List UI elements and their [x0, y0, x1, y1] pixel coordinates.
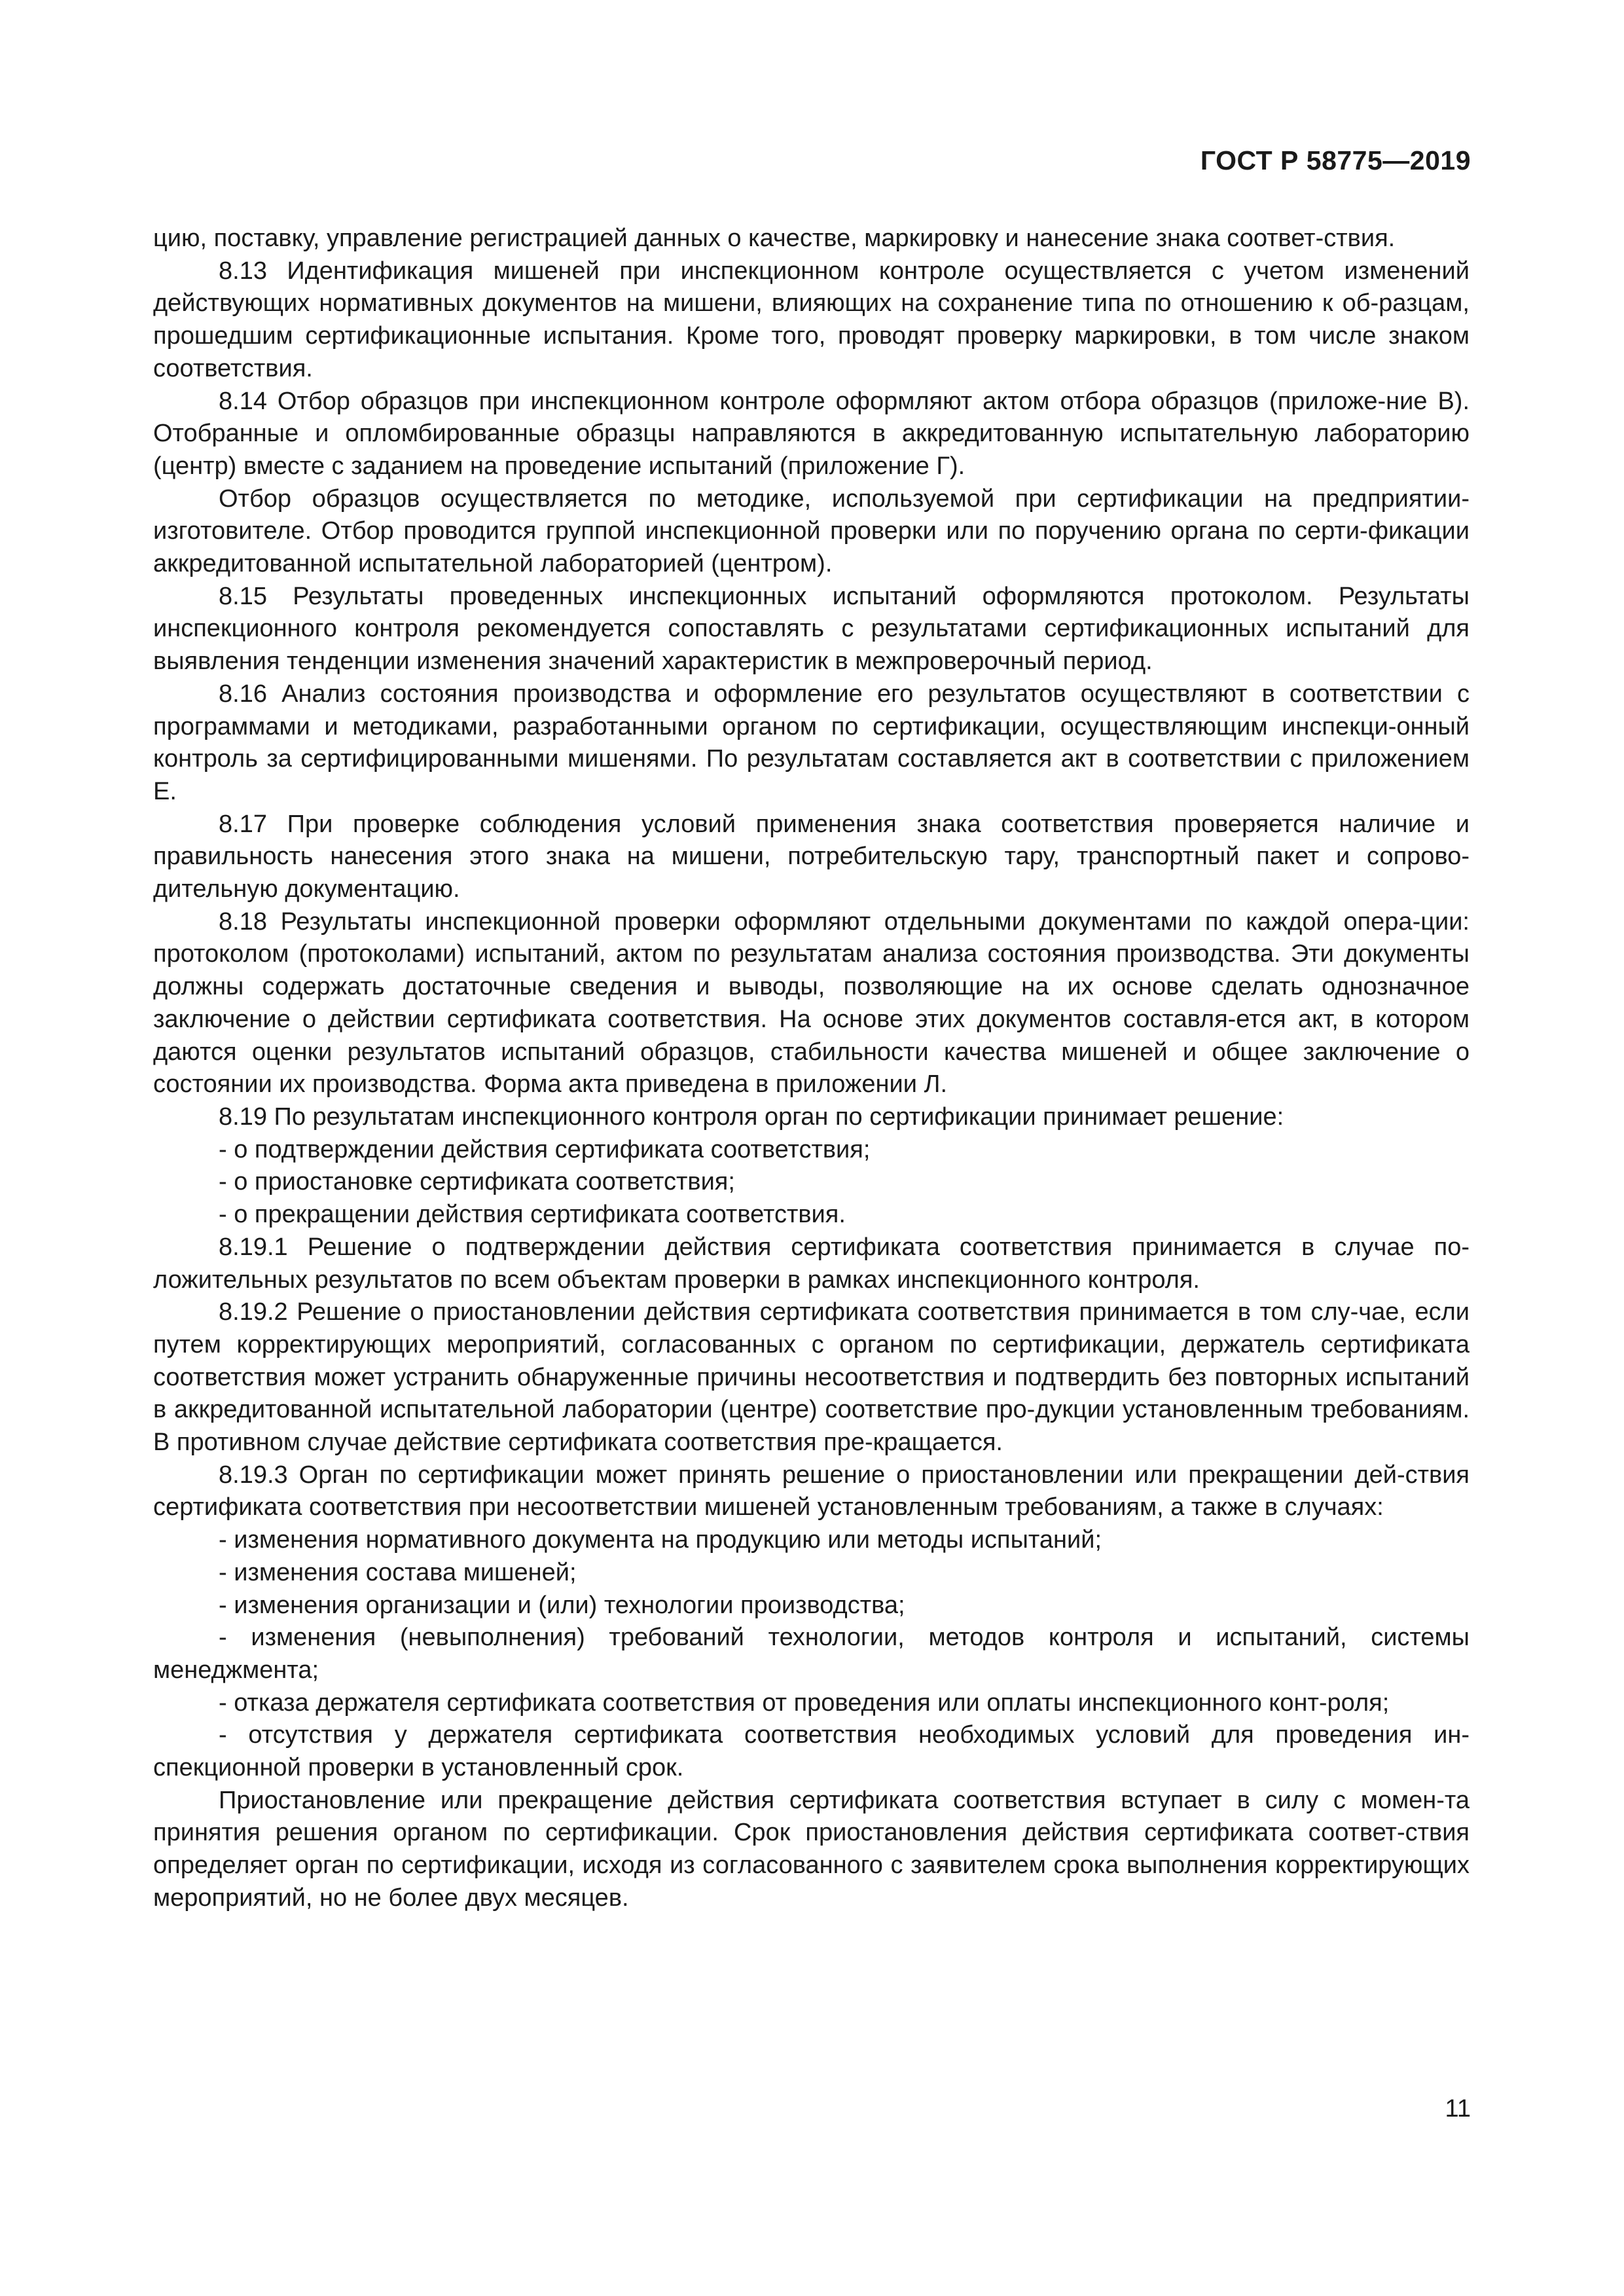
paragraph-continuation: цию, поставку, управление регистрацией данных о качестве, маркировку и нанесение знака соответ-ствия.: [153, 225, 1396, 252]
paragraph-8-19-2: 8.19.2 Решение о приостановлении действия сертификата соответствия принимается в том слу-чае, если путем корректирующих мероприятий, согласованных с органом по сертификации, держатель сертификата соответствия может устранить обнаруженные причины несоответствия и подтвердить без повторных испытаний в аккредитованной испытательной лаборатории (центре) соответствие про-дукции установленным требованиям. В противном случае действие сертификата соответствия пре-кращается.: [153, 1298, 1470, 1457]
paragraph-8-15: 8.15 Результаты проведенных инспекционных испытаний оформляются протоколом. Результаты инспекционного контроля рекомендуется сопоставлять с результатами сертификационных испытаний для выявления тенденции изменения значений характеристик в межпроверочный период.: [153, 582, 1470, 676]
list-item: - отсутствия у держателя сертификата соответствия необходимых условий для проведения ин-спекционной проверки в установленный срок.: [153, 1721, 1470, 1782]
list-item: - изменения (невыполнения) требований технологии, методов контроля и испытаний, системы менеджмента;: [153, 1624, 1470, 1684]
list-item: - изменения состава мишеней;: [219, 1558, 577, 1586]
paragraph-8-18: 8.18 Результаты инспекционной проверки оформляют отдельными документами по каждой опера-ции: протоколом (протоколами) испытаний, актом по результатам анализа состояния производства. Эти документы должны содержать достаточные сведения и выводы, позволяющие на их основе сделать однозначное заключение о действии сертификата соответствия. На основе этих документов составля-ется акт, в котором даются оценки результатов испытаний образцов, стабильности качества мишеней и общее заключение о состоянии их производства. Форма акта приведена в приложении Л.: [153, 907, 1470, 1099]
paragraph-8-19: 8.19 По результатам инспекционного контроля орган по сертификации принимает решение:: [219, 1102, 1284, 1131]
document-code-header: ГОСТ Р 58775—2019: [1200, 145, 1471, 175]
paragraph-sampling: Отбор образцов осуществляется по методике, используемой при сертификации на предприятии-изготовителе. Отбор проводится группой инспекционной проверки или по поручению органа по серти-фикации аккредитованной испытательной лабораторией (центром).: [153, 484, 1470, 578]
list-item: - о приостановке сертификата соответствия;: [219, 1168, 735, 1196]
list-item: - о подтверждении действия сертификата соответствия;: [219, 1135, 871, 1163]
paragraph-8-13: 8.13 Идентификация мишеней при инспекционном контроле осуществляется с учетом изменений действующих нормативных документов на мишени, влияющих на сохранение типа по отношению к об-разцам, прошедшим сертификационные испытания. Кроме того, проводят проверку маркировки, в том числе знаком соответствия.: [153, 257, 1470, 382]
paragraph-suspension: Приостановление или прекращение действия сертификата соответствия вступает в силу с момен-та принятия решения органом по сертификации. Срок приостановления действия сертификата соответ-ствия определяет орган по сертификации, исходя из согласованного с заявителем срока выполнения корректирующих мероприятий, но не более двух месяцев.: [153, 1786, 1470, 1912]
list-item: - о прекращении действия сертификата соответствия.: [219, 1201, 846, 1229]
paragraph-8-19-1: 8.19.1 Решение о подтверждении действия сертификата соответствия принимается в случае по-ложительных результатов по всем объектам проверки в рамках инспекционного контроля.: [153, 1233, 1470, 1294]
paragraph-8-17: 8.17 При проверке соблюдения условий применения знака соответствия проверяется наличие и правильность нанесения этого знака на мишени, потребительскую тару, транспортный пакет и сопрово-дительную документацию.: [153, 810, 1470, 903]
list-item: - изменения нормативного документа на продукцию или методы испытаний;: [219, 1526, 1102, 1554]
page-number: 11: [1445, 2095, 1471, 2123]
paragraph-8-16: 8.16 Анализ состояния производства и оформление его результатов осуществляют в соответствии с программами и методиками, разработанными органом по сертификации, осуществляющим инспекци-онный контроль за сертифицированными мишенями. По результатам составляется акт в соответствии с приложением Е.: [153, 680, 1470, 805]
list-item: - отказа держателя сертификата соответствия от проведения или оплаты инспекционного конт-роля;: [219, 1688, 1390, 1717]
paragraph-8-19-3: 8.19.3 Орган по сертификации может принять решение о приостановлении или прекращении дей-ствия сертификата соответствия при несоответствии мишеней установленным требованиям, а также в случаях:: [153, 1461, 1470, 1522]
document-body: [153, 223, 1470, 1915]
list-item: - изменения организации и (или) технологии производства;: [219, 1591, 905, 1619]
paragraph-8-14: 8.14 Отбор образцов при инспекционном контроле оформляют актом отбора образцов (приложе-ние В). Отобранные и опломбированные образцы направляются в аккредитованную испытательную лабораторию (центр) вместе с заданием на проведение испытаний (приложение Г).: [153, 387, 1470, 480]
